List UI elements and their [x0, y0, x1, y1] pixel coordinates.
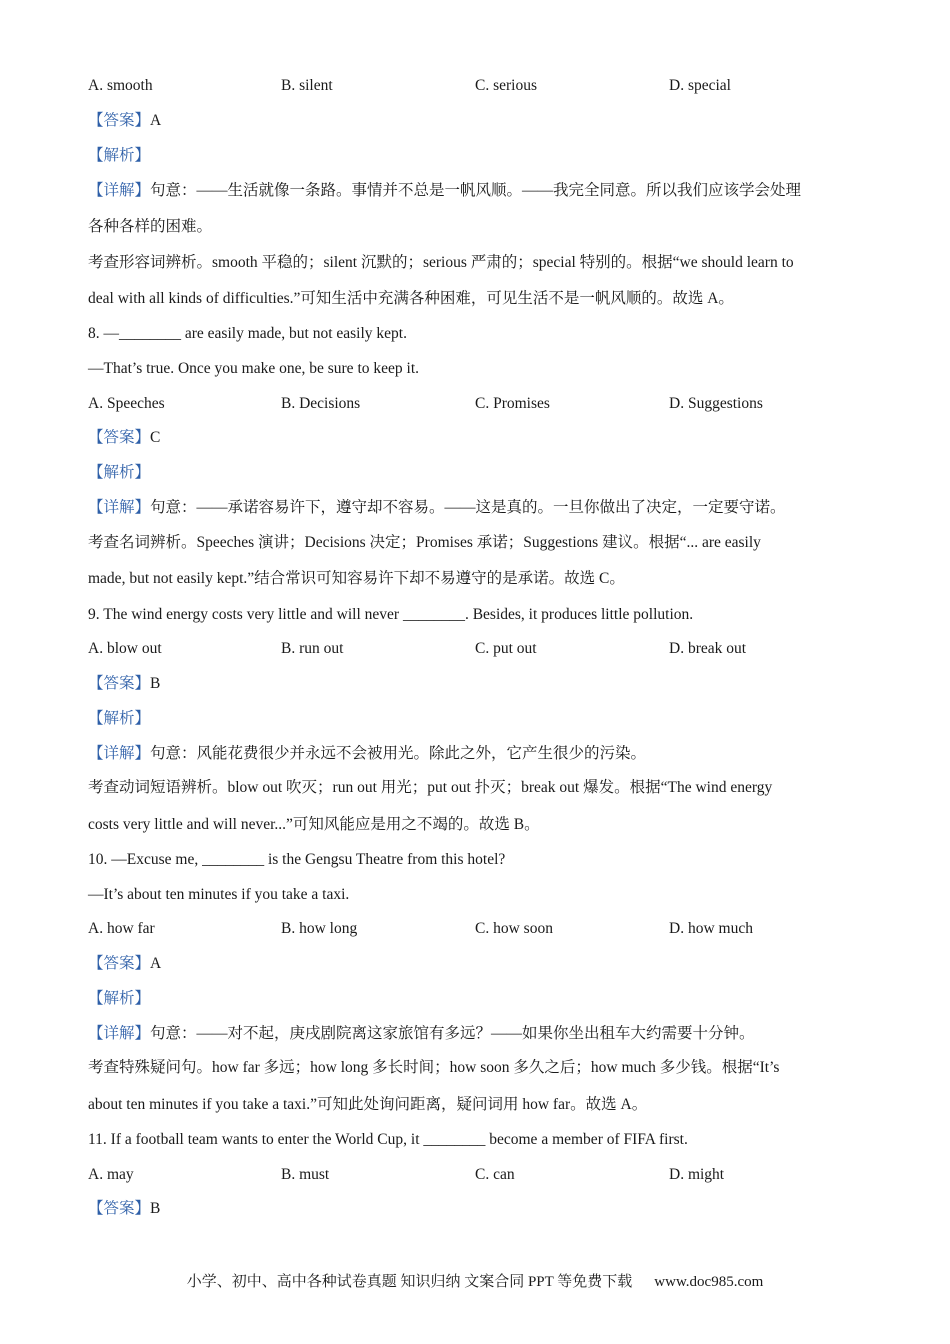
q9-option-d: D. break out	[669, 640, 747, 657]
analysis-label: 【解析】	[88, 464, 151, 481]
answer-value: A	[150, 955, 162, 972]
q7-detail-2: 各种各样的困难。	[88, 218, 213, 235]
q8-stem-1: 8. —________ are easily made, but not easily kept.	[88, 325, 407, 342]
q10-stem-1: 10. —Excuse me, ________ is the Gengsu Theatre from this hotel?	[88, 851, 506, 868]
q10-detail-1	[88, 1024, 755, 1044]
q11-option-d: D. might	[669, 1166, 725, 1183]
analysis-label: 【解析】	[88, 990, 151, 1007]
q8-detail-2: 考查名词辨析。Speeches 演讲；Decisions 决定；Promises 承诺；Suggestions 建议。根据“... are easily	[88, 534, 761, 551]
answer-label: 【答案】	[88, 429, 151, 446]
q11-answer	[88, 1199, 160, 1219]
q10-options	[88, 919, 863, 939]
q9-detail-3: costs very little and will never...”可知风能应是用之不竭的。故选 B。	[88, 816, 540, 833]
detail-label: 【详解】	[88, 1025, 151, 1042]
q8-options	[88, 394, 863, 414]
q7-option-a: A. smooth	[88, 77, 153, 94]
q11-stem-1: 11. If a football team wants to enter the World Cup, it ________ become a member of FIFA first.	[88, 1131, 688, 1148]
answer-label: 【答案】	[88, 955, 151, 972]
detail-label: 【详解】	[88, 745, 151, 762]
q9-stem-1: 9. The wind energy costs very little and will never ________. Besides, it produces little pollution.	[88, 606, 694, 623]
q9-analysis-label	[88, 709, 150, 729]
analysis-label: 【解析】	[88, 147, 151, 164]
q7-options	[88, 76, 863, 96]
analysis-label: 【解析】	[88, 710, 151, 727]
q8-analysis-label	[88, 463, 150, 483]
answer-label: 【答案】	[88, 112, 151, 129]
q9-option-c: C. put out	[475, 640, 537, 657]
q8-option-b: B. Decisions	[281, 395, 361, 412]
answer-value: A	[150, 112, 162, 129]
answer-value: B	[150, 675, 161, 692]
detail-text: 句意：风能花费很少并永远不会被用光。除此之外，它产生很少的污染。	[150, 745, 647, 762]
q10-detail-3: about ten minutes if you take a taxi.”可知此处询问距离，疑问词用 how far。故选 A。	[88, 1096, 648, 1113]
detail-text: 句意：——生活就像一条路。事情并不总是一帆风顺。——我完全同意。所以我们应该学会处理	[150, 182, 802, 199]
q7-option-d: D. special	[669, 77, 731, 94]
q7-option-c: C. serious	[475, 77, 537, 94]
page-footer	[0, 1270, 950, 1291]
q10-option-d: D. how much	[669, 920, 753, 937]
q7-analysis-label	[88, 146, 150, 166]
q10-analysis-label	[88, 989, 150, 1009]
detail-label: 【详解】	[88, 182, 151, 199]
detail-label: 【详解】	[88, 499, 151, 516]
q7-detail-1	[88, 181, 801, 201]
q10-stem-2: —It’s about ten minutes if you take a taxi.	[88, 886, 350, 903]
q10-option-c: C. how soon	[475, 920, 553, 937]
q9-options	[88, 639, 863, 659]
q9-option-a: A. blow out	[88, 640, 162, 657]
q7-answer	[88, 111, 161, 131]
footer-url[interactable]: www.doc985.com	[654, 1274, 764, 1290]
q9-detail-2: 考查动词短语辨析。blow out 吹灭；run out 用光；put out 扑灭；break out 爆发。根据“The wind energy	[88, 779, 773, 796]
answer-value: B	[150, 1200, 161, 1217]
q11-option-a: A. may	[88, 1166, 134, 1183]
q8-option-d: D. Suggestions	[669, 395, 763, 412]
q10-option-b: B. how long	[281, 920, 358, 937]
q7-detail-3: 考查形容词辨析。smooth 平稳的；silent 沉默的；serious 严肃的；special 特别的。根据“we should learn to	[88, 254, 794, 271]
q8-stem-2: —That’s true. Once you make one, be sure to keep it.	[88, 360, 419, 377]
detail-text: 句意：——对不起，庚戌剧院离这家旅馆有多远？——如果你坐出租车大约需要十分钟。	[150, 1025, 755, 1042]
detail-text: 句意：——承诺容易许下，遵守却不容易。——这是真的。一旦你做出了决定，一定要守诺。	[150, 499, 786, 516]
q10-answer	[88, 954, 161, 974]
answer-value: C	[150, 429, 161, 446]
q8-option-a: A. Speeches	[88, 395, 165, 412]
q7-option-b: B. silent	[281, 77, 333, 94]
q9-detail-1	[88, 744, 646, 764]
q9-option-b: B. run out	[281, 640, 344, 657]
q7-detail-4: deal with all kinds of difficulties.”可知生活中充满各种困难，可见生活不是一帆风顺的。故选 A。	[88, 290, 734, 307]
answer-label: 【答案】	[88, 1200, 151, 1217]
q11-option-b: B. must	[281, 1166, 330, 1183]
answer-label: 【答案】	[88, 675, 151, 692]
q11-option-c: C. can	[475, 1166, 515, 1183]
q11-options	[88, 1165, 863, 1185]
footer-text: 小学、初中、高中各种试卷真题 知识归纳 文案合同 PPT 等免费下载	[186, 1274, 633, 1290]
q9-answer	[88, 674, 160, 694]
q8-detail-1	[88, 498, 786, 518]
q8-option-c: C. Promises	[475, 395, 550, 412]
q10-option-a: A. how far	[88, 920, 155, 937]
q8-answer	[88, 428, 160, 448]
q10-detail-2: 考查特殊疑问句。how far 多远；how long 多长时间；how soon 多久之后；how much 多少钱。根据“It’s	[88, 1059, 780, 1076]
q8-detail-3: made, but not easily kept.”结合常识可知容易许下却不易遵守的是承诺。故选 C。	[88, 570, 625, 587]
